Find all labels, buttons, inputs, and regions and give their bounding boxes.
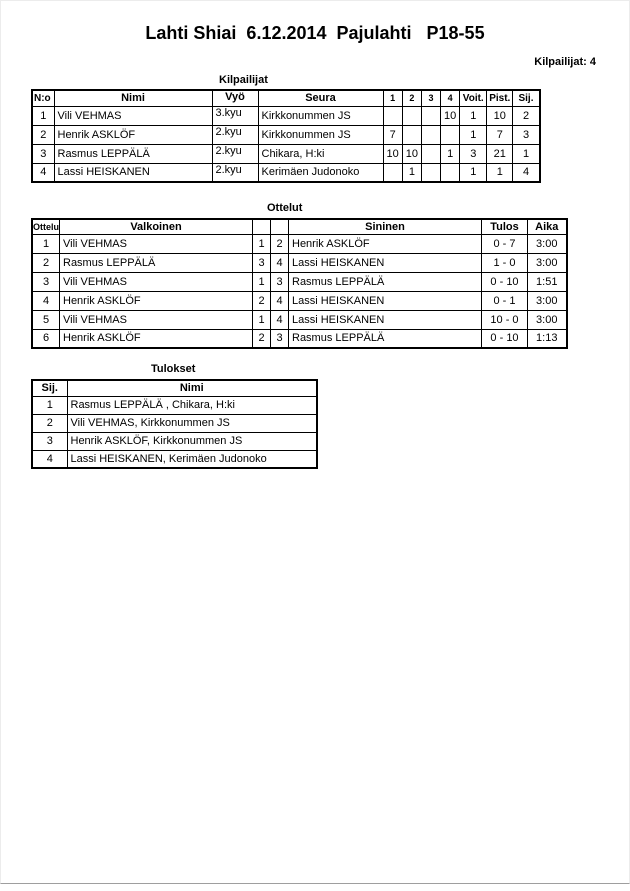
- competitor-row: [32, 163, 540, 182]
- final-place: 4: [513, 163, 540, 182]
- competitor-belt: 2.kyu: [212, 125, 258, 144]
- col-header-white-no: [253, 219, 271, 234]
- match-number: 2: [32, 253, 60, 272]
- white-player-number: 1: [253, 310, 271, 329]
- competition-title: Lahti Shiai 6.12.2014 Pajulahti P18-55: [145, 23, 485, 43]
- blue-player-name: Lassi HEISKANEN: [289, 291, 482, 310]
- col-header-blue: Sininen: [289, 219, 482, 234]
- round-1-score: 7: [383, 125, 402, 144]
- col-header-white: Valkoinen: [60, 219, 253, 234]
- competitor-club: Kirkkonummen JS: [258, 106, 383, 125]
- match-time: 3:00: [528, 310, 567, 329]
- result-name: Henrik ASKLÖF, Kirkkonummen JS: [67, 432, 317, 450]
- round-2-score: 10: [402, 144, 421, 163]
- blue-player-name: Rasmus LEPPÄLÄ: [289, 272, 482, 291]
- round-1-score: 10: [383, 144, 402, 163]
- competitor-row: [32, 106, 540, 125]
- blue-player-number: 2: [271, 234, 289, 253]
- col-header-belt: Vyö: [212, 90, 258, 106]
- blue-player-number: 4: [271, 291, 289, 310]
- match-number: 4: [32, 291, 60, 310]
- results-table: [31, 379, 318, 469]
- col-header-place: Sij.: [32, 380, 67, 396]
- round-3-score: [422, 106, 441, 125]
- final-place: 1: [513, 144, 540, 163]
- match-number: 3: [32, 272, 60, 291]
- final-place: 3: [513, 125, 540, 144]
- white-player-number: 2: [253, 329, 271, 348]
- competitor-number: 1: [32, 106, 54, 125]
- wins-count: 3: [460, 144, 487, 163]
- result-row: [32, 450, 317, 468]
- competitors-header-row: [32, 90, 540, 106]
- match-row: [32, 329, 567, 348]
- col-header-round-2: 2: [402, 90, 421, 106]
- result-name: Lassi HEISKANEN, Kerimäen Judonoko: [67, 450, 317, 468]
- result-place: 3: [32, 432, 67, 450]
- match-result: 0 - 1: [482, 291, 528, 310]
- round-2-score: [402, 125, 421, 144]
- result-row: [32, 396, 317, 414]
- competitor-club: Kirkkonummen JS: [258, 125, 383, 144]
- round-4-score: 1: [441, 144, 460, 163]
- competitor-number: 2: [32, 125, 54, 144]
- white-player-name: Vili VEHMAS: [60, 234, 253, 253]
- match-row: [32, 310, 567, 329]
- col-header-name: Nimi: [67, 380, 317, 396]
- col-header-result: Tulos: [482, 219, 528, 234]
- match-row: [32, 291, 567, 310]
- match-row: [32, 234, 567, 253]
- blue-player-number: 3: [271, 272, 289, 291]
- matches-table: [31, 218, 568, 349]
- round-3-score: [422, 144, 441, 163]
- match-time: 1:51: [528, 272, 567, 291]
- col-header-blue-no: [271, 219, 289, 234]
- match-result: 10 - 0: [482, 310, 528, 329]
- col-header-wins: Voit.: [460, 90, 487, 106]
- result-place: 4: [32, 450, 67, 468]
- competitor-number: 3: [32, 144, 54, 163]
- white-player-name: Henrik ASKLÖF: [60, 291, 253, 310]
- match-time: 3:00: [528, 291, 567, 310]
- white-player-number: 1: [253, 272, 271, 291]
- col-header-match: Ottelu: [32, 219, 60, 234]
- white-player-number: 1: [253, 234, 271, 253]
- points-total: 10: [487, 106, 513, 125]
- competitor-name: Rasmus LEPPÄLÄ: [54, 144, 212, 163]
- section-title-matches: Ottelut: [267, 202, 303, 214]
- col-header-no: N:o: [32, 90, 54, 106]
- round-4-score: [441, 163, 460, 182]
- result-row: [32, 414, 317, 432]
- match-result: 0 - 7: [482, 234, 528, 253]
- white-player-number: 2: [253, 291, 271, 310]
- round-4-score: 10: [441, 106, 460, 125]
- match-result: 0 - 10: [482, 329, 528, 348]
- points-total: 1: [487, 163, 513, 182]
- match-result: 0 - 10: [482, 272, 528, 291]
- match-time: 1:13: [528, 329, 567, 348]
- section-title-results: Tulokset: [151, 363, 196, 375]
- col-header-name: Nimi: [54, 90, 212, 106]
- match-row: [32, 272, 567, 291]
- match-number: 1: [32, 234, 60, 253]
- round-1-score: [383, 163, 402, 182]
- wins-count: 1: [460, 163, 487, 182]
- wins-count: 1: [460, 125, 487, 144]
- col-header-round-1: 1: [383, 90, 402, 106]
- competitor-name: Lassi HEISKANEN: [54, 163, 212, 182]
- match-number: 6: [32, 329, 60, 348]
- result-place: 2: [32, 414, 67, 432]
- blue-player-name: Henrik ASKLÖF: [289, 234, 482, 253]
- white-player-name: Vili VEHMAS: [60, 310, 253, 329]
- competitor-club: Chikara, H:ki: [258, 144, 383, 163]
- competitor-number: 4: [32, 163, 54, 182]
- competitor-row: [32, 125, 540, 144]
- blue-player-name: Lassi HEISKANEN: [289, 310, 482, 329]
- match-row: [32, 253, 567, 272]
- competitor-name: Henrik ASKLÖF: [54, 125, 212, 144]
- white-player-name: Rasmus LEPPÄLÄ: [60, 253, 253, 272]
- col-header-time: Aika: [528, 219, 567, 234]
- round-3-score: [422, 125, 441, 144]
- white-player-name: Vili VEHMAS: [60, 272, 253, 291]
- points-total: 7: [487, 125, 513, 144]
- col-header-place: Sij.: [513, 90, 540, 106]
- result-row: [32, 432, 317, 450]
- final-place: 2: [513, 106, 540, 125]
- results-header-row: [32, 380, 317, 396]
- result-place: 1: [32, 396, 67, 414]
- col-header-round-3: 3: [422, 90, 441, 106]
- competitor-belt: 3.kyu: [212, 106, 258, 125]
- competitor-name: Vili VEHMAS: [54, 106, 212, 125]
- round-2-score: 1: [402, 163, 421, 182]
- col-header-club: Seura: [258, 90, 383, 106]
- competitor-belt: 2.kyu: [212, 163, 258, 182]
- blue-player-name: Lassi HEISKANEN: [289, 253, 482, 272]
- blue-player-number: 4: [271, 253, 289, 272]
- section-title-competitors: Kilpailijat: [219, 74, 268, 86]
- col-header-points: Pist.: [487, 90, 513, 106]
- wins-count: 1: [460, 106, 487, 125]
- match-time: 3:00: [528, 234, 567, 253]
- round-1-score: [383, 106, 402, 125]
- round-3-score: [422, 163, 441, 182]
- round-2-score: [402, 106, 421, 125]
- white-player-name: Henrik ASKLÖF: [60, 329, 253, 348]
- blue-player-name: Rasmus LEPPÄLÄ: [289, 329, 482, 348]
- col-header-round-4: 4: [441, 90, 460, 106]
- match-number: 5: [32, 310, 60, 329]
- result-name: Vili VEHMAS, Kirkkonummen JS: [67, 414, 317, 432]
- competitors-count: Kilpailijat: 4: [534, 56, 596, 68]
- match-time: 3:00: [528, 253, 567, 272]
- competitors-table: [31, 89, 541, 183]
- blue-player-number: 3: [271, 329, 289, 348]
- blue-player-number: 4: [271, 310, 289, 329]
- competitor-belt: 2.kyu: [212, 144, 258, 163]
- round-4-score: [441, 125, 460, 144]
- points-total: 21: [487, 144, 513, 163]
- competitor-row: [32, 144, 540, 163]
- competitor-club: Kerimäen Judonoko: [258, 163, 383, 182]
- match-result: 1 - 0: [482, 253, 528, 272]
- white-player-number: 3: [253, 253, 271, 272]
- result-name: Rasmus LEPPÄLÄ , Chikara, H:ki: [67, 396, 317, 414]
- matches-header-row: [32, 219, 567, 234]
